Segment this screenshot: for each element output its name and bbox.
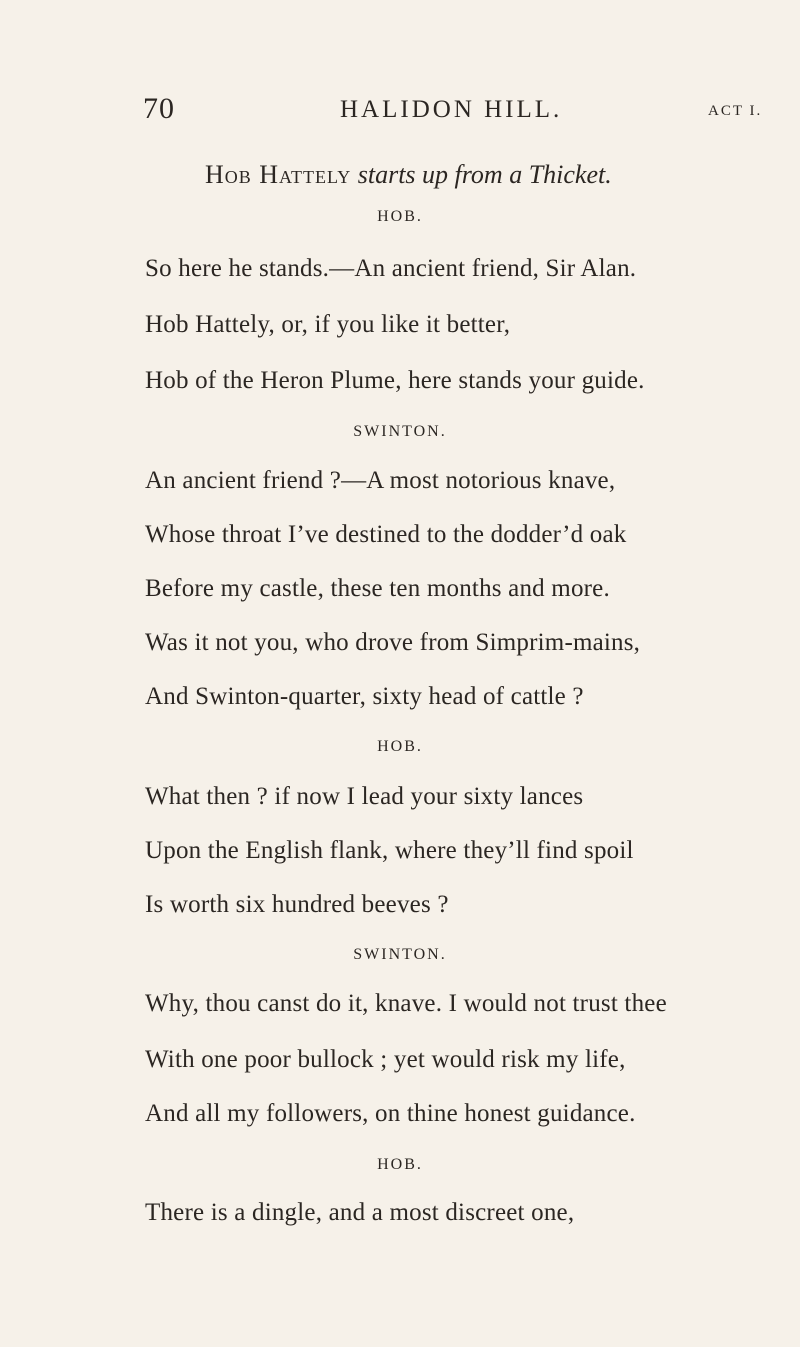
running-title: HALIDON HILL.	[340, 96, 563, 123]
stage-direction-action: starts up from a Thicket.	[357, 160, 612, 189]
verse-line: And all my followers, on thine honest guidance.	[145, 1100, 636, 1127]
verse-line: Is worth six hundred beeves ?	[145, 891, 449, 918]
act-label: ACT I.	[708, 103, 763, 119]
page-number: 70	[143, 92, 175, 125]
speaker-label: SWINTON.	[353, 946, 447, 963]
stage-direction	[205, 160, 612, 190]
speaker-label: HOB.	[377, 738, 423, 755]
verse-line: With one poor bullock ; yet would risk my life,	[145, 1046, 626, 1073]
verse-line: Why, thou canst do it, knave. I would not trust thee	[145, 990, 667, 1017]
verse-line: Was it not you, who drove from Simprim-mains,	[145, 629, 641, 656]
stage-direction-character: Hob Hattely	[205, 160, 352, 189]
running-head	[0, 90, 800, 130]
speaker-label: HOB.	[377, 1156, 423, 1173]
verse-line: An ancient friend ?—A most notorious knave,	[145, 467, 616, 494]
verse-line: There is a dingle, and a most discreet one,	[145, 1199, 575, 1226]
verse-line: Hob Hattely, or, if you like it better,	[145, 311, 511, 338]
speaker-label: SWINTON.	[353, 423, 447, 440]
verse-line: Upon the English flank, where they’ll find spoil	[145, 837, 634, 864]
verse-line: Whose throat I’ve destined to the dodder’d oak	[145, 521, 627, 548]
verse-line: Before my castle, these ten months and more.	[145, 575, 610, 602]
verse-line: Hob of the Heron Plume, here stands your guide.	[145, 367, 645, 394]
verse-line: So here he stands.—An ancient friend, Sir Alan.	[145, 255, 637, 282]
speaker-label: HOB.	[377, 208, 423, 225]
verse-line: And Swinton-quarter, sixty head of cattle ?	[145, 683, 584, 710]
verse-line: What then ? if now I lead your sixty lances	[145, 783, 584, 810]
